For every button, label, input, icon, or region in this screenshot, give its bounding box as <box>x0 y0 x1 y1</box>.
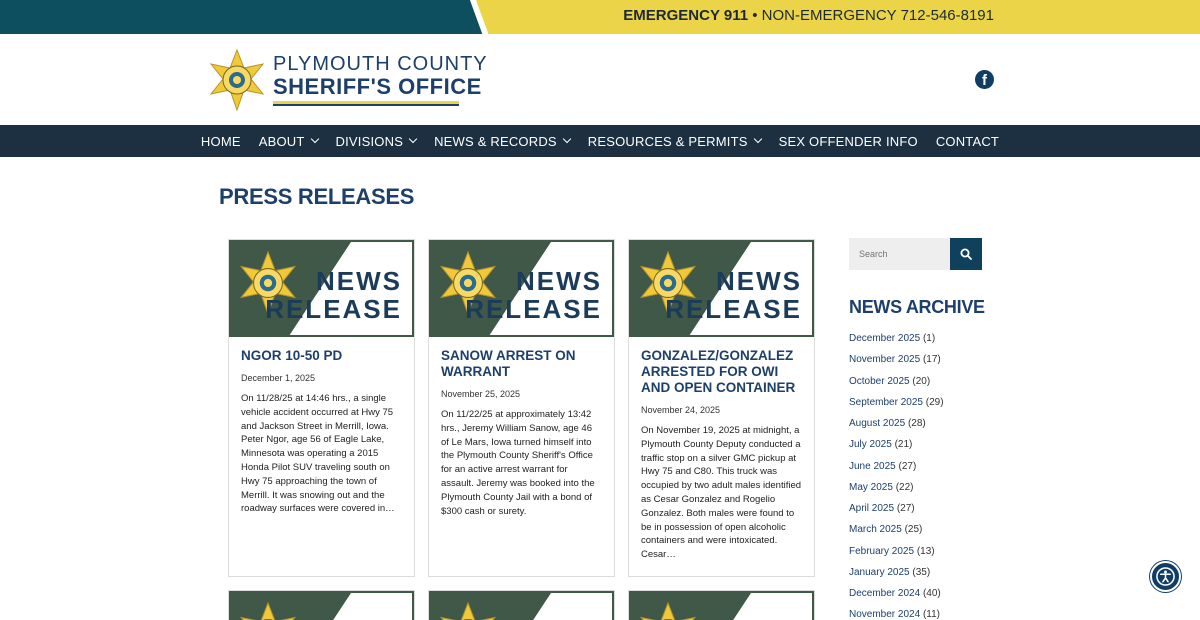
archive-link[interactable]: March 2025 <box>849 524 902 536</box>
archive-item <box>849 434 944 455</box>
archive-count: (17) <box>922 354 941 366</box>
nav-label: RESOURCES & PERMITS <box>587 133 748 149</box>
accessibility-icon <box>1156 567 1175 586</box>
archive-link[interactable]: November 2024 <box>849 609 921 620</box>
archive-link[interactable]: August 2025 <box>849 418 906 429</box>
news-release-banner[interactable] <box>629 591 814 620</box>
archive-link[interactable]: May 2025 <box>849 481 893 493</box>
post-excerpt: On 11/28/25 at 14:46 hrs., a single vehicle accident occurred at Hwy 75 and Jackson Street in Merrill, Iowa. Peter Ngor, age 56 of Eagle Lake, Minnesota was operating a 2015 Honda Pilot SUV traveling south on Hwy 75 approaching the town of Merrill. It was snowing out and the roadway surfaces were covered in… <box>241 393 395 515</box>
archive-count: (22) <box>895 481 914 493</box>
post-date: November 25, 2025 <box>441 389 521 399</box>
nav-item-contact[interactable] <box>936 134 999 149</box>
post-title[interactable]: NGOR 10-50 PD <box>241 348 343 363</box>
nav-label: SEX OFFENDER INFO <box>778 133 918 149</box>
search-button[interactable] <box>950 238 982 270</box>
post-card <box>228 239 415 577</box>
archive-item <box>849 477 944 498</box>
news-release-banner[interactable] <box>629 240 814 337</box>
post-card <box>628 590 815 620</box>
page-title: PRESS RELEASES <box>219 184 415 209</box>
news-archive-list <box>849 328 944 620</box>
archive-item <box>849 456 944 477</box>
archive-link[interactable]: December 2025 <box>849 333 921 344</box>
post-date: December 1, 2025 <box>241 373 316 383</box>
nav-label: HOME <box>200 133 241 149</box>
post-excerpt: On 11/22/25 at approximately 13:42 hrs., Jeremy William Sanow, age 46 of Le Mars, Iowa turned himself into the Plymouth County Sheriff's Office for an active arrest warrant for assault. Jeremy was booked into the Plymouth County Jail with a bond of $300 cash or surety. <box>441 409 595 517</box>
archive-item <box>849 541 944 562</box>
banner-news: NEWS <box>516 266 602 296</box>
news-archive-title: NEWS ARCHIVE <box>849 297 985 317</box>
nav-item-sex-offender-info[interactable] <box>779 134 918 149</box>
emergency-numbers <box>623 7 994 24</box>
archive-item <box>849 583 944 604</box>
nav-item-resources-permits[interactable] <box>588 134 761 149</box>
archive-link[interactable]: September 2025 <box>849 396 923 408</box>
post-date: November 24, 2025 <box>641 405 721 415</box>
nav-label: DIVISIONS <box>335 133 404 149</box>
nav-item-about[interactable] <box>259 134 318 149</box>
archive-link[interactable]: July 2025 <box>849 439 892 451</box>
site-logo[interactable] <box>205 48 488 114</box>
archive-link[interactable]: April 2025 <box>849 503 895 514</box>
archive-count: (21) <box>894 439 913 451</box>
archive-item <box>849 413 944 434</box>
search-icon <box>960 248 972 260</box>
post-excerpt: On November 19, 2025 at midnight, a Plymouth County Deputy conducted a traffic stop on a silver GMC pickup at Hwy 75 and C80. This truck was occupied by two adult males identified as Cesar Gonzalez and Rogelio Gonzalez. Both males were found to be in possession of open alcoholic containers and were intoxicated. Cesar… <box>641 425 802 561</box>
emergency-label: EMERGENCY 911 <box>623 7 749 24</box>
archive-link[interactable]: June 2025 <box>849 460 896 472</box>
post-title[interactable]: GONZALEZ/GONZALEZ ARRESTED FOR OWI AND OPEN CONTAINER <box>641 348 796 395</box>
archive-link[interactable]: November 2025 <box>849 354 921 366</box>
archive-item <box>849 349 944 370</box>
archive-item <box>849 371 944 392</box>
nav-label: ABOUT <box>258 133 305 149</box>
chevron-down-icon <box>310 135 318 143</box>
logo-line-2: SHERIFF'S OFFICE <box>273 74 482 99</box>
archive-link[interactable]: December 2024 <box>849 588 921 599</box>
nav-item-home[interactable] <box>201 134 241 149</box>
archive-count: (11) <box>922 609 940 620</box>
archive-count: (27) <box>896 503 915 514</box>
sheriff-star-icon <box>635 601 701 620</box>
sheriff-star-icon <box>235 601 301 620</box>
top-emergency-bar <box>0 0 1200 34</box>
logo-line-1: PLYMOUTH COUNTY <box>273 53 488 75</box>
archive-link[interactable]: October 2025 <box>849 375 910 387</box>
post-card <box>628 239 815 577</box>
chevron-down-icon <box>409 135 417 143</box>
archive-count: (40) <box>922 588 941 599</box>
sheriff-star-icon <box>435 601 501 620</box>
post-card <box>228 590 415 620</box>
nav-label: NEWS & RECORDS <box>434 133 557 149</box>
archive-link[interactable]: January 2025 <box>849 566 910 578</box>
archive-item <box>849 498 944 519</box>
archive-link[interactable]: February 2025 <box>849 545 915 557</box>
post-card <box>428 239 615 577</box>
archive-count: (28) <box>907 418 926 429</box>
nav-item-divisions[interactable] <box>336 134 417 149</box>
archive-item <box>849 328 944 349</box>
main-navigation <box>0 125 1200 157</box>
sheriff-star-icon <box>205 48 269 112</box>
archive-count: (35) <box>912 566 931 578</box>
facebook-icon[interactable]: f <box>975 70 994 89</box>
chevron-down-icon <box>753 135 761 143</box>
news-release-banner[interactable] <box>229 591 414 620</box>
nav-label: CONTACT <box>935 133 1000 149</box>
news-release-banner[interactable] <box>229 240 414 337</box>
archive-count: (27) <box>898 460 917 472</box>
chevron-down-icon <box>563 135 571 143</box>
banner-release: RELEASE <box>265 294 402 324</box>
archive-count: (25) <box>904 524 923 536</box>
accessibility-button[interactable] <box>1150 561 1181 592</box>
archive-count: (29) <box>925 396 944 408</box>
archive-count: (13) <box>916 545 935 557</box>
archive-item <box>849 519 944 540</box>
banner-news: NEWS <box>316 266 402 296</box>
archive-count: (1) <box>922 333 936 344</box>
archive-count: (20) <box>912 375 931 387</box>
search-form <box>849 238 982 270</box>
archive-item <box>849 604 944 620</box>
post-card <box>428 590 615 620</box>
logo-navy-rule <box>273 104 459 106</box>
archive-item <box>849 392 944 413</box>
search-input[interactable] <box>849 238 950 270</box>
post-title[interactable]: SANOW ARREST ON WARRANT <box>441 348 576 379</box>
news-release-banner[interactable] <box>429 240 614 337</box>
banner-release: RELEASE <box>465 294 602 324</box>
nav-item-news-records[interactable] <box>434 134 570 149</box>
news-release-banner[interactable] <box>429 591 614 620</box>
banner-release: RELEASE <box>665 294 802 324</box>
non-emergency-label: NON-EMERGENCY 712-546-8191 <box>761 7 994 24</box>
banner-news: NEWS <box>716 266 802 296</box>
archive-item <box>849 562 944 583</box>
separator: • <box>752 7 758 24</box>
